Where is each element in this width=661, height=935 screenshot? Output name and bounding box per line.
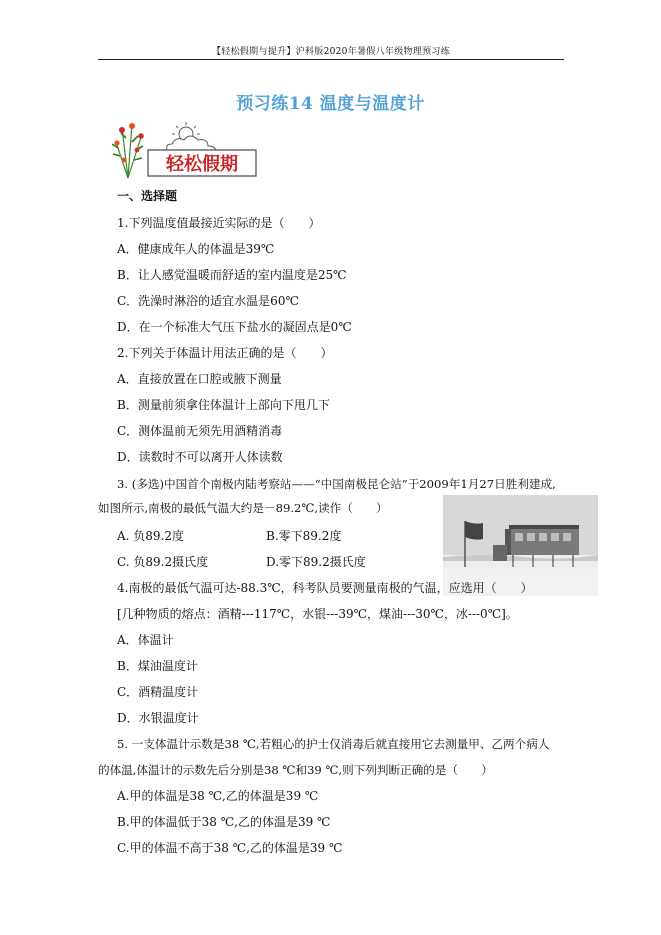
question-1-option-c: C．洗澡时淋浴的适宜水温是60℃ [117,294,299,308]
banner-text: 轻松假期 [166,154,238,175]
question-4-option-b: B．煤油温度计 [117,659,198,673]
question-2-option-d: D．读数时不可以离开人体读数 [117,450,283,464]
question-2-option-c: C．测体温前无须先用酒精消毒 [117,424,283,438]
question-1-option-d: D．在一个标准大气压下盐水的凝固点是0℃ [117,320,352,334]
question-4-option-c: C．酒精温度计 [117,685,199,699]
question-4-stem: 4.南极的最低气温可达-88.3℃，科考队员要测量南极的气温，应选用（ ） [117,581,533,595]
question-1-option-a: A．健康成年人的体温是39℃ [117,242,275,256]
question-5-stem-line2: 的体温,体温计的示数先后分别是38 ℃和39 ℃,则下列判断正确的是（ ） [98,763,493,777]
question-5-option-a: A.甲的体温是38 ℃,乙的体温是39 ℃ [117,789,319,803]
question-3-option-a: A. 负89.2度 [117,529,185,543]
question-4-option-a: A．体温计 [117,633,174,647]
header-divider [98,59,564,60]
question-3-option-c: C. 负89.2摄氏度 [117,555,209,569]
question-3-stem-line1: 3. (多选)中国首个南极内陆考察站——“中国南极昆仑站”于2009年1月27日胜利建成, [117,477,556,491]
question-5-option-c: C.甲的体温不高于38 ℃,乙的体温是39 ℃ [117,841,343,855]
question-5-option-b: B.甲的体温低于38 ℃,乙的体温是39 ℃ [117,815,331,829]
question-1-stem: 1.下列温度值最接近实际的是（ ） [117,216,321,230]
question-4-option-d: D．水银温度计 [117,711,199,725]
question-2-option-b: B．测量前须拿住体温计上部向下甩几下 [117,398,330,412]
question-2-stem: 2.下列关于体温计用法正确的是（ ） [117,346,333,360]
flower-icon [112,123,144,178]
question-5-stem-line1: 5. 一支体温计示数是38 ℃,若粗心的护士仅消毒后就直接用它去测量甲、乙两个病人 [117,737,550,751]
question-3-option-b: B.零下89.2度 [266,529,342,543]
page-title: 预习练14 温度与温度计 [236,94,425,114]
page-header: 【轻松假期与提升】沪科版2020年暑假八年级物理预习练 [211,47,450,57]
question-4-note: [几种物质的熔点：酒精---117℃，水银---39℃，煤油---30℃，冰---0℃]。 [117,607,518,621]
holiday-banner [112,120,262,182]
section-title: 一、选择题 [117,189,178,203]
question-3-option-d: D.零下89.2摄氏度 [266,555,366,569]
question-2-option-a: A．直接放置在口腔或腋下测量 [117,372,282,386]
question-1-option-b: B．让人感觉温暖而舒适的室内温度是25℃ [117,268,347,282]
question-3-stem-line2: 如图所示,南极的最低气温大约是－89.2℃,读作（ ） [98,501,388,515]
